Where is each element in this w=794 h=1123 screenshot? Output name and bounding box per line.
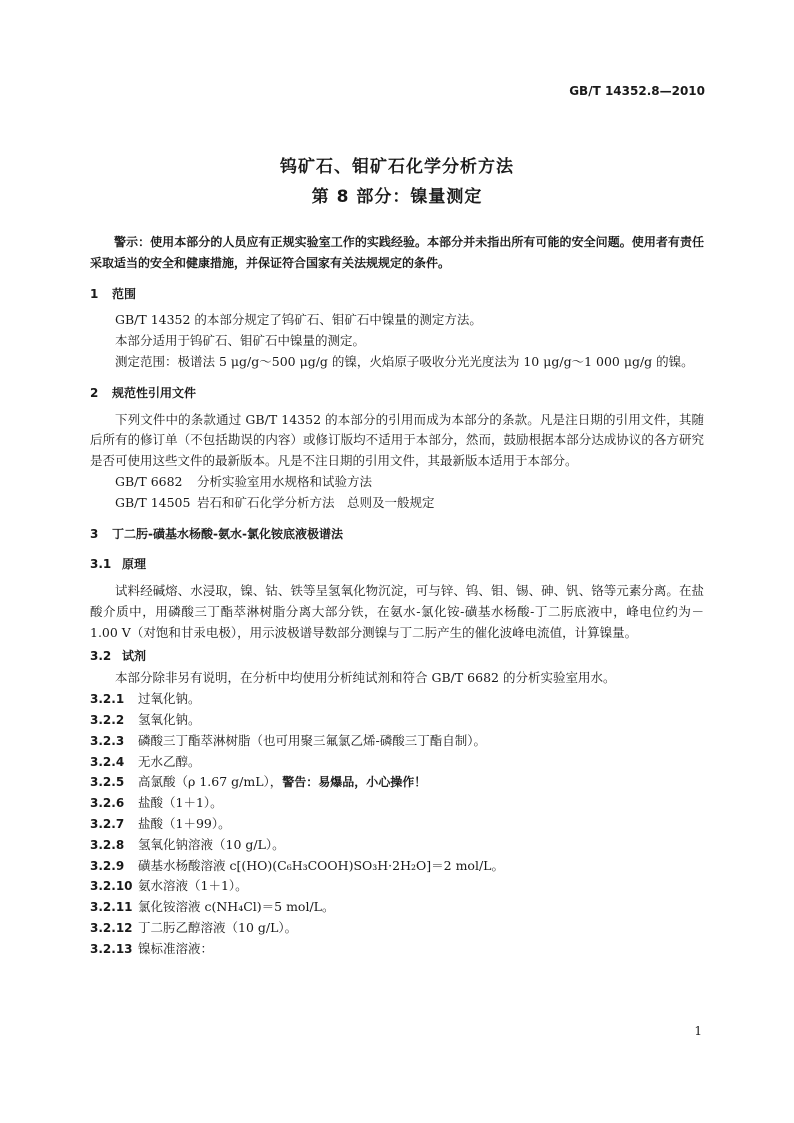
reagent-item xyxy=(90,856,704,877)
paragraph: 试料经碱熔、水浸取，镍、钴、铁等呈氢氧化物沉淀，可与锌、钨、钼、锡、砷、钒、铬等元素分离。在盐酸介质中，用磷酸三丁酯萃淋树脂分离大部分铁，在氨水-氯化铵-磺基水杨酸-丁二肟底液中，峰电位约为－1.00 V（对饱和甘汞电极），用示波极谱导数部分测镍与丁二肟产生的催化波峰电流值，计算镍量。 xyxy=(90,583,704,640)
reagent-item xyxy=(90,710,704,731)
standard-code: GB/T 14352.8—2010 xyxy=(569,84,705,98)
item-number: 3.2.4 xyxy=(90,754,125,769)
item-number: 3.2.3 xyxy=(90,733,125,748)
paragraph: 下列文件中的条款通过 GB/T 14352 的本部分的引用而成为本部分的条款。凡是注日期的引用文件，其随后所有的修订单（不包括勘误的内容）或修订版均不适用于本部分，然而，鼓励根据本部分达成协议的各方研究是否可使用这些文件的最新版本。凡是不注日期的引用文件，其最新版本适用于本部分。 xyxy=(90,411,704,469)
paragraph: 本部分适用于钨矿石、钼矿石中镍量的测定。 xyxy=(115,333,366,349)
item-text: 镍标准溶液： xyxy=(138,940,214,956)
reference-code: GB/T 6682 xyxy=(115,473,183,489)
warning-text: 警告：易爆品，小心操作！ xyxy=(282,775,427,790)
reference-item xyxy=(90,493,704,514)
item-text: 磺基水杨酸溶液 c[(HO)(C₆H₃COOH)SO₃H·2H₂O]＝2 mol/L。 xyxy=(138,857,504,873)
paragraph: 测定范围：极谱法 5 μg/g～500 μg/g 的镍，火焰原子吸收分光光度法为 10 μg/g～1 000 μg/g 的镍。 xyxy=(115,353,694,369)
reagent-item xyxy=(90,793,704,814)
reagent-item xyxy=(90,876,704,897)
item-text: 氨水溶液（1＋1）。 xyxy=(138,878,248,894)
paragraph: GB/T 14352 的本部分规定了钨矿石、钼矿石中镍量的测定方法。 xyxy=(115,312,482,328)
item-number: 3.2.9 xyxy=(90,858,125,873)
subsection-number: 3.1 xyxy=(90,557,112,572)
item-text: 丁二肟乙醇溶液（10 g/L）。 xyxy=(138,919,298,935)
section-number: 1 xyxy=(90,286,99,301)
section-heading-2 xyxy=(90,383,704,404)
reference-code: GB/T 14505 xyxy=(115,494,191,510)
document-title: 钨矿石、钼矿石化学分析方法 xyxy=(280,157,514,177)
item-text: 盐酸（1＋99）。 xyxy=(138,815,231,831)
section-title: 规范性引用文件 xyxy=(112,385,197,400)
section-number: 2 xyxy=(90,385,99,400)
subsection-heading-3-1 xyxy=(90,554,704,575)
reagent-item xyxy=(90,918,704,939)
reagent-item xyxy=(90,772,704,793)
section-number: 3 xyxy=(90,526,99,541)
item-number: 3.2.7 xyxy=(90,816,125,831)
item-number: 3.2.2 xyxy=(90,712,125,727)
item-number: 3.2.12 xyxy=(90,920,133,935)
section-heading-1 xyxy=(90,284,704,305)
document-subtitle: 第 8 部分：镍量测定 xyxy=(311,187,483,207)
item-text: 高氯酸（ρ 1.67 g/mL）， xyxy=(138,774,283,790)
item-number: 3.2.8 xyxy=(90,837,125,852)
reagent-item xyxy=(90,731,704,752)
reagent-item xyxy=(90,689,704,710)
reagent-item xyxy=(90,939,704,960)
reference-title: 岩石和矿石化学分析方法 总则及一般规定 xyxy=(197,494,435,510)
reagent-item xyxy=(90,897,704,918)
item-text: 氯化铵溶液 c(NH₄Cl)＝5 mol/L。 xyxy=(138,899,335,915)
warning-paragraph: 警示：使用本部分的人员应有正规实验室工作的实践经验。本部分并未指出所有可能的安全问题。使用者有责任采取适当的安全和健康措施，并保证符合国家有关法规规定的条件。 xyxy=(90,235,704,270)
reagent-item xyxy=(90,814,704,835)
item-text: 氢氧化钠。 xyxy=(138,711,201,727)
reference-item xyxy=(90,472,704,493)
item-text: 氢氧化钠溶液（10 g/L）。 xyxy=(138,836,285,852)
section-title: 范围 xyxy=(112,286,137,301)
subsection-title: 试剂 xyxy=(122,648,147,663)
document-body xyxy=(90,232,704,960)
item-number: 3.2.5 xyxy=(90,775,125,790)
reagent-item xyxy=(90,752,704,773)
item-text: 磷酸三丁酯萃淋树脂（也可用聚三氟氯乙烯-磷酸三丁酯自制）。 xyxy=(138,732,486,748)
item-number: 3.2.10 xyxy=(90,879,133,894)
paragraph: 本部分除非另有说明，在分析中均使用分析纯试剂和符合 GB/T 6682 的分析实验室用水。 xyxy=(115,670,616,686)
item-number: 3.2.1 xyxy=(90,692,125,707)
subsection-title: 原理 xyxy=(122,557,147,572)
section-title: 丁二肟-磺基水杨酸-氨水-氯化铵底液极谱法 xyxy=(112,526,343,541)
item-number: 3.2.6 xyxy=(90,796,125,811)
item-text: 盐酸（1＋1）。 xyxy=(138,795,223,811)
item-text: 过氧化钠。 xyxy=(138,691,201,707)
item-number: 3.2.13 xyxy=(90,941,133,956)
subsection-heading-3-2 xyxy=(90,646,704,667)
item-text: 无水乙醇。 xyxy=(138,753,201,769)
item-number: 3.2.11 xyxy=(90,900,133,915)
reference-title: 分析实验室用水规格和试验方法 xyxy=(197,473,373,489)
page-number: 1 xyxy=(694,1024,702,1038)
reagent-item xyxy=(90,835,704,856)
section-heading-3 xyxy=(90,524,704,545)
subsection-number: 3.2 xyxy=(90,648,112,663)
